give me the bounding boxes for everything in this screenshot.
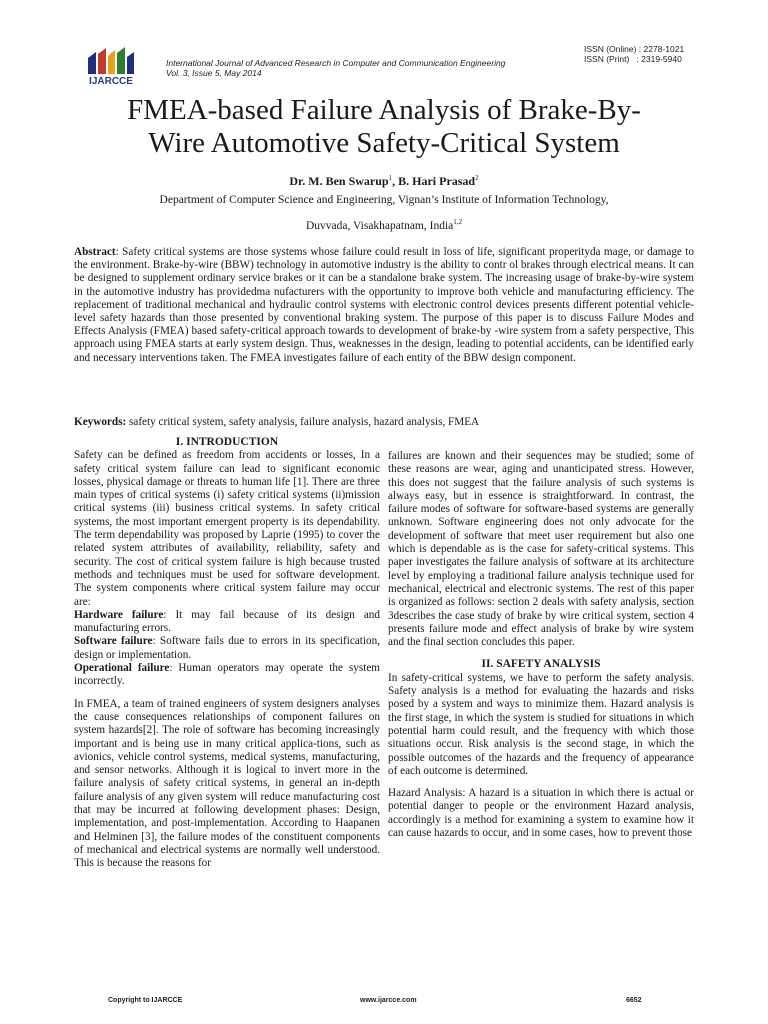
- intro-paragraph-2: In FMEA, a team of trained engineers of system designers analyses the cause consequences relationships of component failures on system hazards[2]. The role of software has becoming increasingly important and is being use in many critical applica-tions, such as avionics, vehicle control systems, medical systems, manufacturing, and sensor networks. Although it is logical to invert more in the failure analysis of safety critical systems, in general an in-depth failure analysis of any given system will reduce manufacturing cost that may be incurred at following development phases: Design, implementation, and post-implementation. According to Haapanen and Helminen [3], the failure modes of the constituent components of mechanical and electrical systems are normally well understood. This is because the reasons for: [74, 697, 380, 870]
- affiliation-place: Duvvada, Visakhapatnam, India: [305, 219, 454, 232]
- paper-title: [60, 94, 708, 160]
- software-failure-item: [74, 635, 380, 662]
- paragraph-gap: [74, 689, 380, 698]
- safety-paragraph-2: Hazard Analysis: A hazard is a situation in which there is actual or potential danger to people or the environment Hazard analysis, accordingly is a method for examining a system to examine how it can cause hazards to occur, and in some cases, how to prevent those: [388, 787, 694, 840]
- abstract: [74, 246, 694, 365]
- paragraph-gap: [388, 778, 694, 787]
- operational-failure-item: [74, 662, 380, 689]
- issn-block: [584, 44, 684, 64]
- left-column: [74, 436, 380, 871]
- logo-emblem-icon: [84, 44, 138, 78]
- software-failure-label: Software failure: [74, 635, 153, 648]
- issn-online: ISSN (Online) : 2278-1021: [584, 44, 685, 54]
- journal-name: International Journal of Advanced Research in Computer and Communication Engineering: [166, 58, 506, 68]
- hardware-failure-label: Hardware failure: [74, 608, 164, 621]
- author-1-sup: 1: [388, 174, 393, 182]
- intro-paragraph-1: Safety can be defined as freedom from accidents or losses, In a safety critical system failure can lead to significant economic losses, physical damage or threats to human life [1]. There are three main types of critical systems (i) safety critical systems (ii)mission critical systems (iii) business critical systems. In safety critical systems, the most important emergent property is its dependability. The term dependability was proposed by Laprie (1995) to cover the related system attributes of availability, reliability, safety and security. The cost of critical system failure is high because trusted methods and techniques must be used for software development. The system components where critical system failure may occur are:: [74, 449, 380, 608]
- keywords-text: safety critical system, safety analysis, failure analysis, hazard analysis, FMEA: [126, 416, 480, 428]
- footer-website: www.ijarcce.com: [360, 997, 417, 1004]
- author-2-sup: 2: [475, 174, 479, 182]
- safety-paragraph-1: In safety-critical systems, we have to perform the safety analysis. Safety analysis is a method for evaluating the hazards and risks posed by a system and ways to minimize them. Hazard analysis is the first stage, in which the system is studied for situations in which potential harm could result, and the frequency with which those situations occur. Risk analysis is the second stage, in which the possible outcomes of the hazards and the frequency of appearance of each outcome is determined.: [388, 671, 694, 777]
- affiliation-line-1: Department of Computer Science and Engineering, Vignan’s Institute of Information Technology,: [159, 194, 609, 206]
- hardware-failure-item: [74, 609, 380, 636]
- paragraph-gap: [388, 649, 694, 658]
- author-separator: ,: [392, 174, 399, 188]
- operational-failure-label: Operational failure: [74, 662, 170, 675]
- journal-header: [166, 58, 505, 78]
- journal-logo: [84, 44, 138, 90]
- section-1-heading: I. INTRODUCTION: [175, 436, 279, 448]
- keywords: [74, 416, 694, 428]
- author-1: Dr. M. Ben Swarup: [289, 174, 389, 188]
- footer-page-number: 6652: [626, 997, 642, 1004]
- issn-print: ISSN (Print) : 2319-5940: [584, 54, 682, 64]
- journal-volume: Vol. 3, Issue 5, May 2014: [166, 68, 262, 78]
- author-2: B. Hari Prasad: [398, 174, 476, 188]
- authors: [0, 174, 768, 189]
- abstract-text: : Safety critical systems are those systems whose failure could result in loss of life, significant properityda mage, or damage to the environment. Brake-by-wire (BBW) technology in automotive industry is the ability to contr ol brakes through electrical means. It can be designed to supplement ordinary service brakes or it can be a standalone brake system. The increasing usage of brake-by-wire system in the automotive industry has providedma nufacturers with the opportunity to improve both vehicle and manufacturing efficiency. The replacement of traditional mechanical and hydraulic control systems with electronic control devices presents different potential vehicle-level safety hazards than those presented by conventional braking system. The purpose of this paper is to discuss Failure Modes and Effects Analysis (FMEA) based safety-critical approach towards to development of brake-by -wire system from a safety perspective, This approach using FMEA starts at early system design. Thus, weaknesses in the design, leading to potential accidents, can be identified early and necessary interventions taken. The FMEA investigates failure of each entity of the BBW design component.: [74, 246, 694, 364]
- abstract-label: Abstract: [74, 246, 116, 258]
- hardware-failure-text: : It may fail because of its design and manufacturing errors.: [74, 608, 380, 635]
- title-line-1: FMEA-based Failure Analysis of Brake-By-: [127, 94, 641, 126]
- keywords-label: Keywords:: [74, 416, 127, 428]
- operational-failure-text: : Human operators may operate the system incorrectly.: [74, 662, 380, 688]
- right-column: [388, 450, 694, 840]
- software-failure-text: : Software fails due to errors in its specification, design or implementation.: [74, 635, 380, 661]
- title-line-2: Wire Automotive Safety-Critical System: [148, 127, 620, 159]
- intro-paragraph-3: failures are known and their sequences may be studied; some of these reasons are wear, aging and unanticipated stress. However, this does not suggest that the failure analysis of such systems is always easy, but in essence is straightforward. In contrast, the failure modes of software for software-based systems are generally unknown. Software engineering does not only advocate for the development of software that meet user requirement but also one which is dependable as is the case for safety-critical systems. This paper investigates the failure analysis of software at its architecture level by employing a traditional failure analysis technique used for mechanical, electrical and electronic systems. The rest of this paper is organized as follows: section 2 deals with safety analysis, section 3describes the case study of brake by wire critical system, section 4 presents failure mode and effect analysis of brake by wire system and the final section concludes this paper.: [388, 450, 694, 649]
- affiliation-sup: 1,2: [453, 218, 463, 226]
- section-2-heading: II. SAFETY ANALYSIS: [481, 658, 601, 671]
- footer-copyright: Copyright to IJARCCE: [108, 997, 183, 1004]
- logo-text: IJARCCE: [89, 76, 133, 87]
- affiliation-line-2: [0, 218, 768, 232]
